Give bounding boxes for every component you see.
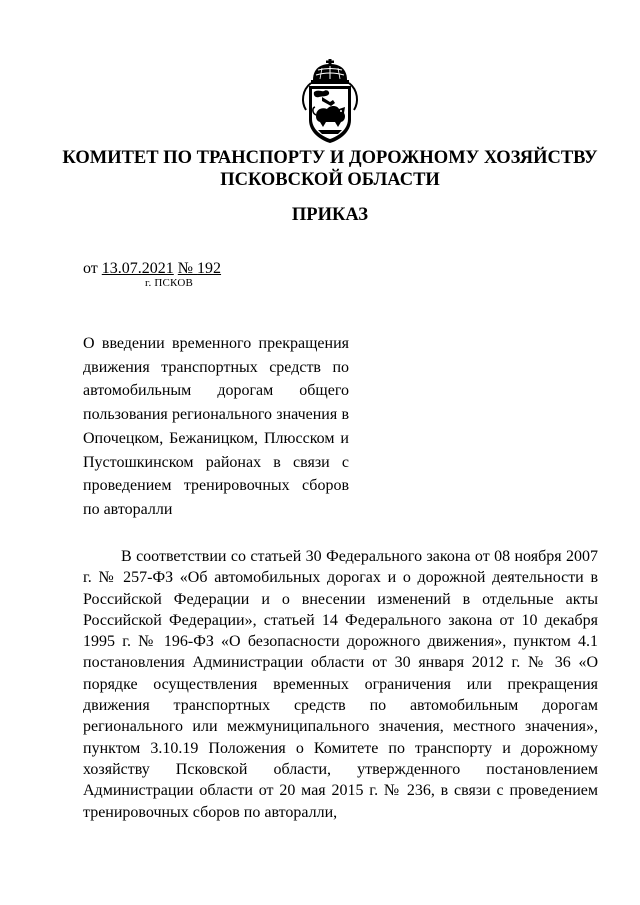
order-subject: О введении временного прекращения движения транспортных средств по автомобильным дорогам общего пользования регионального значения в Опочецком, Бежаницком, Плюсском и Пустошкинском районах в связи с проведением тренировочных сборов по авторалли [83, 335, 349, 518]
date-prefix: от [83, 260, 102, 277]
pskov-coat-of-arms-icon [300, 58, 360, 144]
number-prefix: № [177, 260, 198, 277]
organization-name-line1: КОМИТЕТ ПО ТРАНСПОРТУ И ДОРОЖНОМУ ХОЗЯЙСТВУ [62, 148, 598, 168]
order-number: 192 [197, 260, 222, 277]
body-paragraph: В соответствии со статьей 30 Федерального закона от 08 ноября 2007 г. № 257-ФЗ «Об автомобильных дорогах и о дорожной деятельности в Российской Федерации и о внесении изменений в отдельные акты Российской Федерации», статьей 14 Федерального закона от 10 декабря 1995 г. № 196-ФЗ «О безопасности дорожного движения», пунктом 4.1 постановления Администрации области от 30 января 2012 г. № 36 «О порядке осуществления временных ограничения или прекращения движения транспортных средств по автомобильным дорогам регионального или межмуниципального значения, местного значения», пунктом 3.10.19 Положения о Комитете по транспорту и дорожному хозяйству Псковской области, утвержденного постановлением Администрации области от 20 мая 2015 г. № 236, в связи с проведением тренировочных сборов по авторалли, [83, 548, 598, 821]
order-date: 13.07.2021 [101, 260, 174, 277]
issue-city: г. ПСКОВ [145, 277, 193, 289]
document-type-title: ПРИКАЗ [291, 205, 369, 225]
order-date-number-line [83, 260, 221, 278]
crown-icon [311, 59, 349, 84]
shield-icon [309, 86, 351, 143]
organization-name-line2: ПСКОВСКОЙ ОБЛАСТИ [220, 170, 440, 190]
